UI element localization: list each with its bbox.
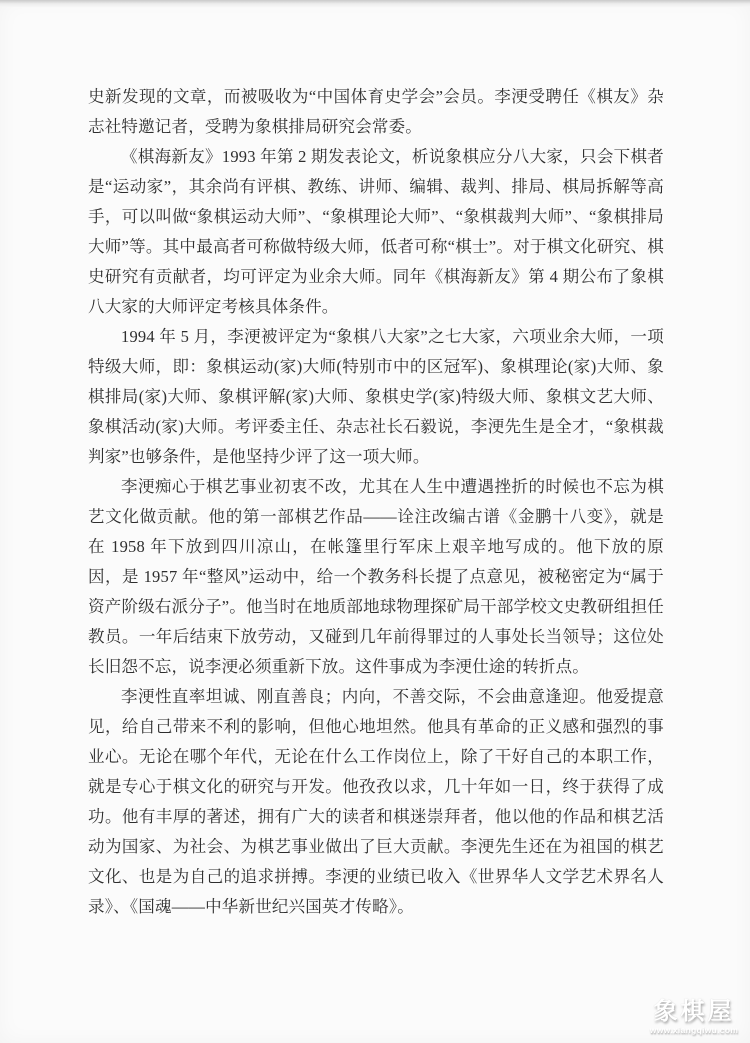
paragraph-character-achievements: 李浭性直率坦诚、刚直善良；内向，不善交际，不会曲意逢迎。他爱提意见，给自己带来不利的影响，但他心地坦然。他具有革命的正义感和强烈的事业心。无论在哪个年代，无论在什么工作岗位上，除了干好自己的本职工作，就是专心于棋文化的研究与开发。他孜孜以求，几十年如一日，终于获得了成功。他有丰厚的著述，拥有广大的读者和棋迷崇拜者，他以他的作品和棋艺活动为国家、为社会、为棋艺事业做出了巨大贡献。李浭先生还在为祖国的棋艺文化、也是为自己的追求拼搏。李浭的业绩已收入《世界华人文学艺术界名人录》、《国魂——中华新世纪兴国英才传略》。	[88, 687, 664, 916]
body-text	[88, 82, 664, 922]
scan-top-edge	[0, 0, 750, 7]
watermark-logo-text: 象棋屋	[653, 998, 735, 1025]
watermark	[644, 1000, 744, 1035]
paragraph-career-setbacks: 李浭痴心于棋艺事业初衷不改，尤其在人生中遭遇挫折的时候也不忘为棋艺文化做贡献。他的第一部棋艺作品——诠注改编古谱《金鹏十八变》，就是在 1958 年下放到四川凉山，在帐篷里行军床上艰辛地写成的。他下放的原因，是 1957 年“整风”运动中，给一个教务科长提了点意见，被秘密定为“属于资产阶级右派分子”。他当时在地质部地球物理探矿局干部学校文史教研组担任教员。一年后结束下放劳动，又碰到几年前得罪过的人事处长当领导；这位处长旧怨不忘，说李浭必须重新下放。这件事成为李浭仕途的转折点。	[88, 477, 664, 676]
paragraph-continuation: 史新发现的文章，而被吸收为“中国体育史学会”会员。李浭受聘任《棋友》杂志社特邀记者，受聘为象棋排局研究会常委。	[88, 87, 664, 136]
paragraph-qihai-xinyou-1993: 《棋海新友》1993 年第 2 期发表论文，析说象棋应分八大家，只会下棋者是“运动家”，其余尚有评棋、教练、讲师、编辑、裁判、排局、棋局拆解等高手，可以叫做“象棋运动大师”、“象棋理论大师”、“象棋裁判大师”、“象棋排局大师”等。其中最高者可称做特级大师，低者可称“棋士”。对于棋文化研究、棋史研究有贡献者，均可评定为业余大师。同年《棋海新友》第 4 期公布了象棋八大家的大师评定考核具体条件。	[88, 147, 664, 316]
watermark-url: www.xiangqiwu.com	[649, 1025, 739, 1035]
paragraph-1994-master-titles: 1994 年 5 月，李浭被评定为“象棋八大家”之七大家，六项业余大师，一项特级大师，即：象棋运动(家)大师(特别市中的区冠军)、象棋理论(家)大师、象棋排局(家)大师、象棋评解(家)大师、象棋史学(家)特级大师、象棋文艺大师、象棋活动(家)大师。考评委主任、杂志社长石毅说，李浭先生是全才，“象棋裁判家”也够条件，是他坚持少评了这一项大师。	[88, 327, 664, 466]
